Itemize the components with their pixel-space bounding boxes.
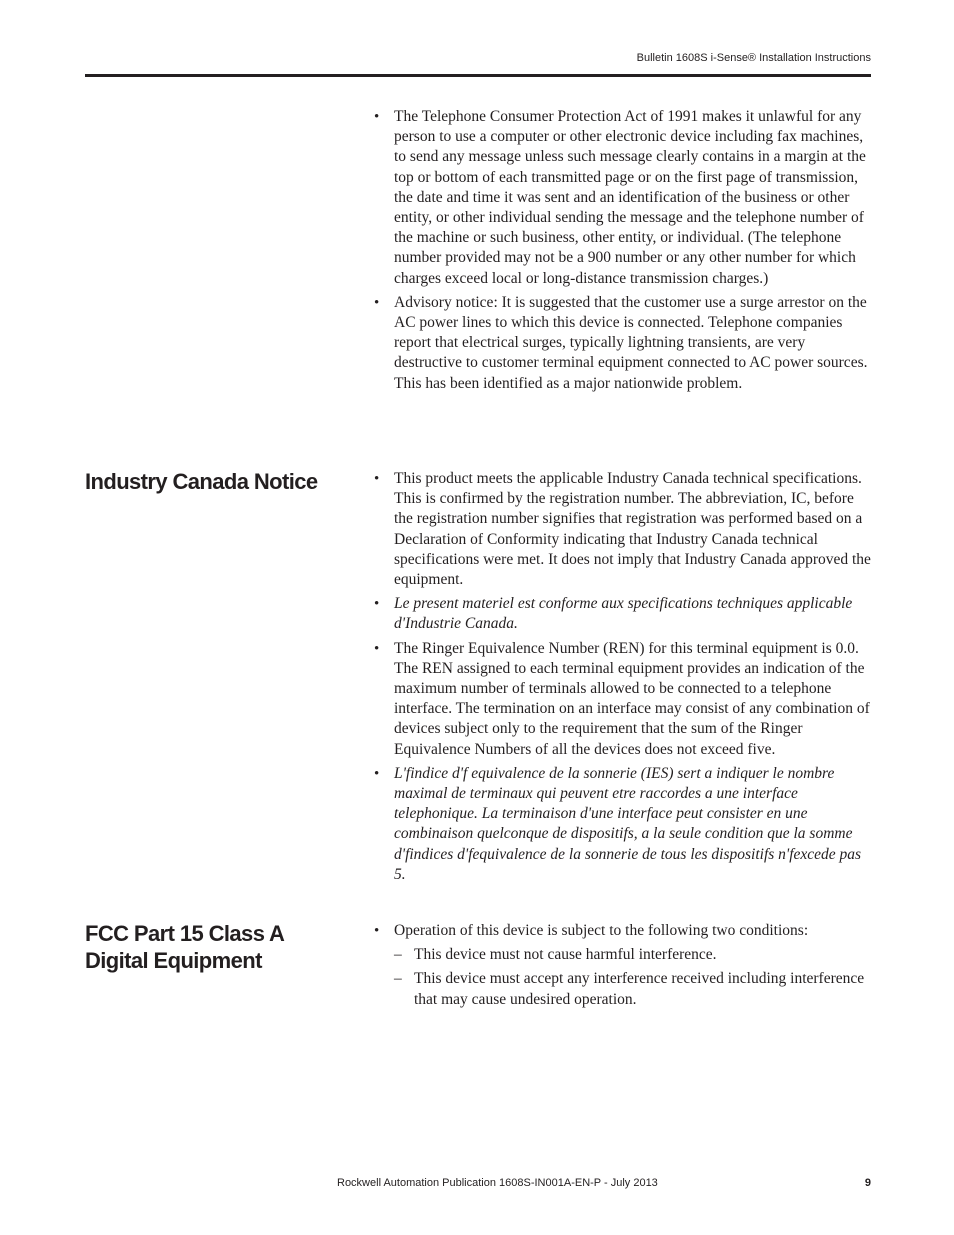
footer-publication: Rockwell Automation Publication 1608S-IN001A-EN-P - July 2013: [337, 1177, 658, 1189]
fcc-part-15-list: [372, 921, 872, 1014]
section-heading-industry-canada: Industry Canada Notice: [85, 469, 318, 494]
section-heading-fcc-part-15: FCC Part 15 Class A Digital Equipment: [85, 921, 284, 973]
industry-canada-list: [372, 469, 872, 889]
telephone-notice-list: [372, 107, 872, 398]
list-item: • The Telephone Consumer Protection Act of 1991 makes it unlawful for any person to use a computer or other electronic device including fax machines, to send any message unless such message clearly contains in a margin at the top or bottom of each transmitted page or on the first page of transmission, the date and time it was sent and an identification of the business or other entity, or other individual sending the message and the telephone number of the machine or such business, other entity, or individual. (The telephone number provided may not be a 900 number or any other number for which charges exceed local or long-distance transmission charges.): [372, 107, 872, 289]
list-item: • Le present materiel est conforme aux specifications techniques applicable d'Industrie Canada.: [372, 594, 872, 634]
list-item: • L'findice d'f equivalence de la sonnerie (IES) sert a indiquer le nombre maximal de terminaux qui peuvent etre raccordes a une interface telephonique. La terminaison d'une interface peut consister en une combinaison quelconque de dispositifs, a la seule condition que la somme d'findices d'fequivalence de la sonnerie de tous les dispositifs n'fexcede pas 5.: [372, 764, 872, 885]
page-number: 9: [864, 1177, 871, 1189]
list-item: • The Ringer Equivalence Number (REN) for this terminal equipment is 0.0. The REN assigned to each terminal equipment provides an indication of the maximum number of terminals allowed to be connected to a telephone interface. The termination on an interface may consist of any combination of devices subject only to the requirement that the sum of the Ringer Equivalence Numbers of all the devices does not exceed five.: [372, 639, 872, 760]
list-item: • This product meets the applicable Industry Canada technical specifications. This is confirmed by the registration number. The abbreviation, IC, before the registration number signifies that registration was performed based on a Declaration of Conformity indicating that Industry Canada technical specifications were met. It does not imply that Industry Canada approved the equipment.: [372, 469, 872, 590]
running-header: Bulletin 1608S i-Sense® Installation Instructions: [636, 52, 871, 64]
header-rule: [85, 74, 871, 77]
sub-list-item: – This device must not cause harmful interference.: [372, 945, 872, 965]
list-item: • Operation of this device is subject to the following two conditions:: [372, 921, 872, 941]
list-item: • Advisory notice: It is suggested that the customer use a surge arrestor on the AC power lines to which this device is connected. Telephone companies report that electrical surges, typically lightning transients, are very destructive to customer terminal equipment connected to AC power sources. This has been identified as a major nationwide problem.: [372, 293, 872, 394]
sub-list-item: – This device must accept any interference received including interference that may cause undesired operation.: [372, 969, 872, 1009]
